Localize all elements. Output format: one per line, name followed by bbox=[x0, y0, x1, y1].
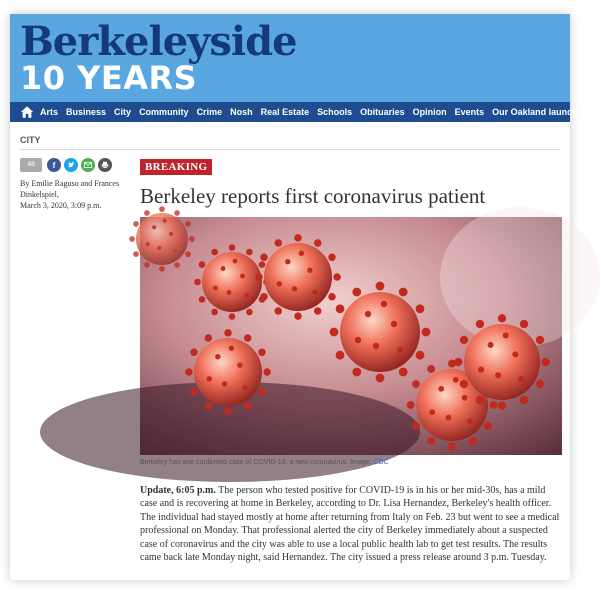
nav-item-community[interactable]: Community bbox=[139, 107, 189, 117]
article-hero-image bbox=[140, 217, 562, 455]
site-logo[interactable]: Berkeleyside bbox=[20, 18, 297, 65]
byline-date: March 3, 2020, 3:09 p.m. bbox=[20, 201, 102, 210]
article-body bbox=[140, 484, 562, 564]
nav-item-nosh[interactable]: Nosh bbox=[230, 107, 253, 117]
facebook-icon[interactable]: f bbox=[47, 158, 61, 172]
section-divider bbox=[20, 149, 560, 150]
nav-item-obituaries[interactable]: Obituaries bbox=[360, 107, 405, 117]
nav-item-crime[interactable]: Crime bbox=[196, 107, 223, 117]
article-page bbox=[10, 14, 595, 580]
image-caption bbox=[140, 459, 389, 466]
caption-credit-link[interactable]: CDC bbox=[373, 459, 389, 466]
nav-item-schools[interactable]: Schools bbox=[317, 107, 353, 117]
email-icon[interactable] bbox=[81, 158, 95, 172]
nav-item-opinion[interactable]: Opinion bbox=[412, 107, 447, 117]
masthead bbox=[10, 14, 570, 102]
share-bar bbox=[20, 158, 115, 172]
twitter-icon[interactable] bbox=[64, 158, 78, 172]
nav-item-city[interactable]: City bbox=[114, 107, 132, 117]
nav-item-events[interactable]: Events bbox=[454, 107, 485, 117]
nav-item-our-oakland-launch[interactable]: Our Oakland launch bbox=[492, 107, 578, 117]
anniversary-banner: 10 YEARS bbox=[20, 59, 198, 97]
section-label[interactable]: CITY bbox=[20, 135, 41, 145]
byline bbox=[20, 178, 130, 211]
main-nav bbox=[10, 102, 595, 122]
nav-item-real-estate[interactable]: Real Estate bbox=[260, 107, 310, 117]
print-icon[interactable] bbox=[98, 158, 112, 172]
nav-item-truncated[interactable]: Si bbox=[585, 107, 595, 117]
update-label: Update, 6:05 p.m. bbox=[140, 485, 216, 496]
nav-item-business[interactable]: Business bbox=[66, 107, 107, 117]
caption-text: Berkeley has one confirmed case of COVID-19, a new coronavirus. Image: bbox=[140, 459, 372, 466]
article-body-text: The person who tested positive for COVID-19 is in his or her mid-30s, has a mild case and is recovering at home in Berkeley, according to Dr. Lisa Hernandez, Berkeley's health officer. The individual had stayed mostly at home after returning from Italy on Feb. 23 but went to see a medical professional on Monday. That professional alerted the city of Berkeley immediately about a suspected case of coronavirus and the city was able to use a local public health lab to get test results. The results came back late Monday night, said Hernandez. The city issued a press release around 3 p.m. Tuesday. bbox=[140, 485, 560, 564]
nav-item-arts[interactable]: Arts bbox=[40, 107, 59, 117]
home-icon[interactable] bbox=[20, 105, 34, 119]
breaking-badge: BREAKING bbox=[140, 159, 212, 175]
byline-authors: By Emilie Raguso and Frances Dinkelspiel, bbox=[20, 179, 120, 199]
share-count: 48 bbox=[20, 158, 42, 172]
article-headline: Berkeley reports first coronavirus patient bbox=[140, 184, 486, 208]
